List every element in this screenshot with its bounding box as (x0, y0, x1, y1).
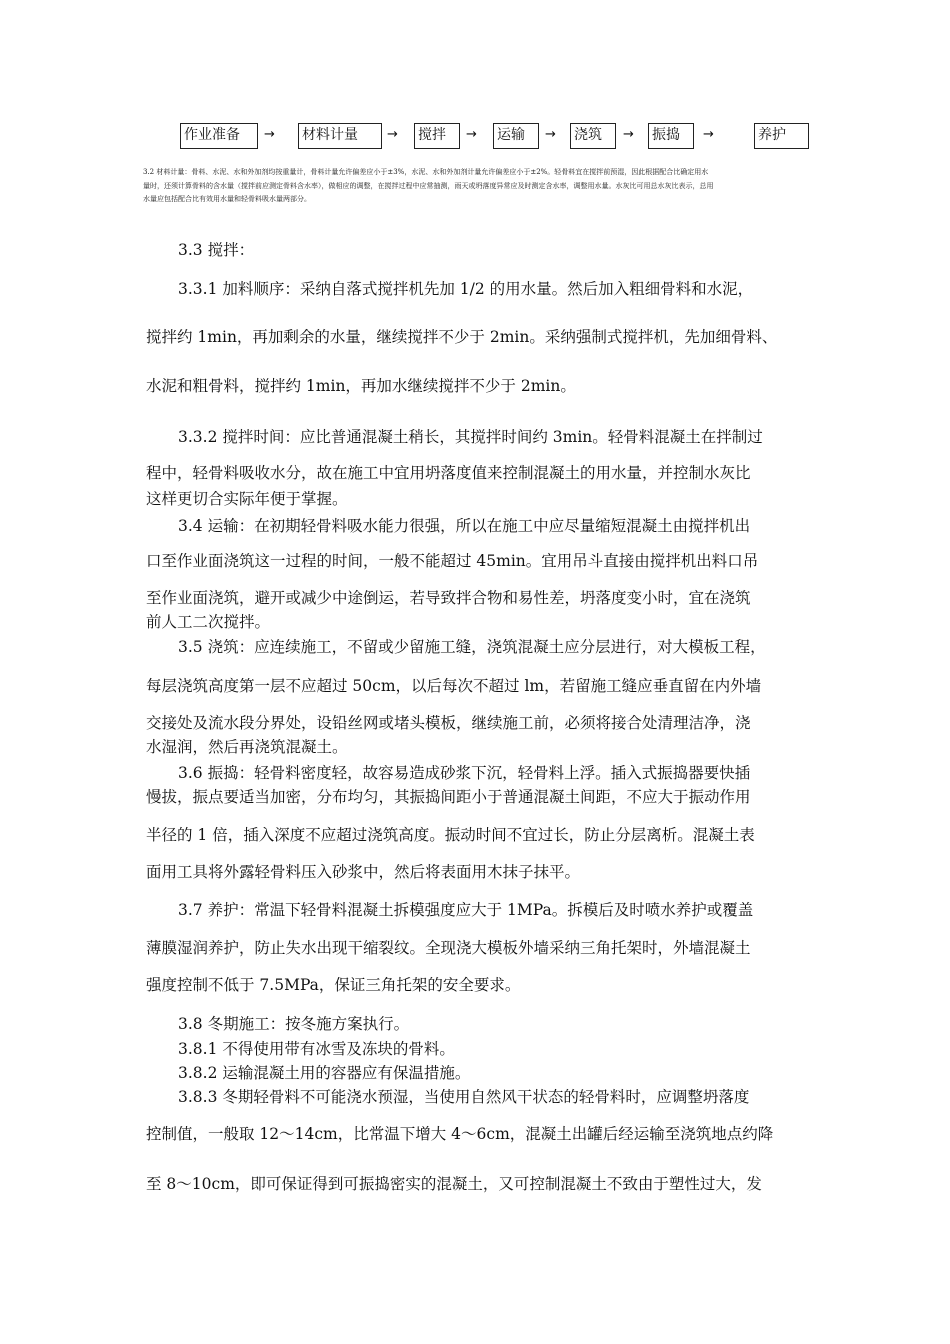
flow-step-box: 浇筑 (570, 123, 616, 149)
text-line: 每层浇筑高度第一层不应超过 50cm，以后每次不超过 lm，若留施工缝应垂直留在内外墙 (146, 677, 762, 695)
flow-step-box: 作业准备 (180, 123, 258, 149)
text-line: 半径的 1 倍，插入深度不应超过浇筑高度。振动时间不宜过长，防止分层离析。混凝土表 (146, 826, 755, 844)
arrow-right-icon: → (623, 127, 634, 142)
text-line: 3.6 振捣：轻骨料密度轻，故容易造成砂浆下沉，轻骨料上浮。插入式振捣器要快插 (178, 764, 751, 782)
text-line: 这样更切合实际年便于掌握。 (146, 490, 348, 508)
arrow-right-icon: → (466, 127, 477, 142)
section-heading: 3.3 搅拌： (178, 241, 255, 259)
text-line: 3.3.1 加料顺序：采纳自落式搅拌机先加 1/2 的用水量。然后加入粗细骨料和水泥， (178, 280, 754, 298)
text-line: 3.8.3 冬期轻骨料不可能浇水预湿，当使用自然风干状态的轻骨料时，应调整坍落度 (178, 1088, 750, 1106)
text-line: 3.8 冬期施工：按冬施方案执行。 (178, 1015, 410, 1033)
text-line: 交接处及流水段分界处，设铅丝网或堵头模板，继续施工前，必须将接合处清理洁净，浇 (146, 714, 751, 732)
text-line: 3.8.1 不得使用带有冰雪及冻块的骨料。 (178, 1040, 455, 1058)
material-metering-note (143, 166, 813, 207)
arrow-right-icon: → (387, 127, 398, 142)
text-line: 面用工具将外露轻骨料压入砂浆中，然后将表面用木抹子抹平。 (146, 863, 581, 881)
note-line: 量时，还须计算骨料的含水量（搅拌前应测定骨料含水率），做相应的调整，在搅拌过程中应常抽测，雨天或坍落度异常应及时测定含水率，调整用水量。水灰比可用总水灰比表示，总用 (143, 181, 714, 190)
note-line: 3.2 材料计量：骨料、水泥、水和外加剂均按重量计，骨料计量允许偏差应小于±3%，水泥、水和外加剂计量允许偏差应小于±2%。轻骨料宜在搅拌前预湿，因此根据配合比确定用水 (143, 168, 709, 176)
text-line: 薄膜湿润养护，防止失水出现干缩裂纹。全现浇大模板外墙采纳三角托架时，外墙混凝土 (146, 939, 751, 957)
text-line: 3.5 浇筑：应连续施工，不留或少留施工缝，浇筑混凝土应分层进行，对大模板工程， (178, 638, 766, 656)
text-line: 3.3.2 搅拌时间：应比普通混凝土稍长，其搅拌时间约 3min。轻骨料混凝土在拌制过 (178, 428, 763, 446)
text-line: 口至作业面浇筑这一过程的时间，一般不能超过 45min。宜用吊斗直接由搅拌机出料口吊 (146, 552, 759, 570)
text-line: 强度控制不低于 7.5MPa，保证三角托架的安全要求。 (146, 976, 521, 994)
flow-step-box: 养护 (754, 123, 809, 149)
note-line: 水量应包括配合比有效用水量和轻骨料吸水量两部分。 (143, 195, 311, 203)
flow-step-box: 材料计量 (298, 123, 382, 149)
arrow-right-icon: → (545, 127, 556, 142)
flow-step-box: 运输 (493, 123, 539, 149)
text-line: 水泥和粗骨料，搅拌约 1min，再加水继续搅拌不少于 2min。 (146, 377, 576, 395)
text-line: 3.8.2 运输混凝土用的容器应有保温措施。 (178, 1064, 471, 1082)
text-line: 搅拌约 1min，再加剩余的水量，继续搅拌不少于 2min。采纳强制式搅拌机，先加细骨料、 (146, 328, 778, 346)
arrow-right-icon: → (264, 127, 275, 142)
text-line: 前人工二次搅拌。 (146, 613, 271, 631)
text-line: 控制值，一般取 12～14cm，比常温下增大 4～6cm，混凝土出罐后经运输至浇筑地点约降 (146, 1125, 774, 1143)
flow-step-box: 搅拌 (414, 123, 460, 149)
flow-step-box: 振捣 (648, 123, 694, 149)
text-line: 程中，轻骨料吸收水分，故在施工中宜用坍落度值来控制混凝土的用水量，并控制水灰比 (146, 464, 751, 482)
process-flow-chart (180, 123, 810, 151)
text-line: 慢拔，振点要适当加密，分布均匀，其振捣间距小于普通混凝土间距，不应大于振动作用 (146, 788, 751, 806)
text-line: 至作业面浇筑，避开或减少中途倒运，若导致拌合物和易性差，坍落度变小时，宜在浇筑 (146, 589, 751, 607)
text-line: 水湿润，然后再浇筑混凝土。 (146, 738, 348, 756)
text-line: 3.4 运输：在初期轻骨料吸水能力很强，所以在施工中应尽量缩短混凝土由搅拌机出 (178, 517, 751, 535)
arrow-right-icon: → (703, 127, 714, 142)
text-line: 至 8～10cm，即可保证得到可振捣密实的混凝土，又可控制混凝土不致由于塑性过大，发 (146, 1175, 762, 1193)
text-line: 3.7 养护：常温下轻骨料混凝土拆模强度应大于 1MPa。拆模后及时喷水养护或覆盖 (178, 901, 754, 919)
